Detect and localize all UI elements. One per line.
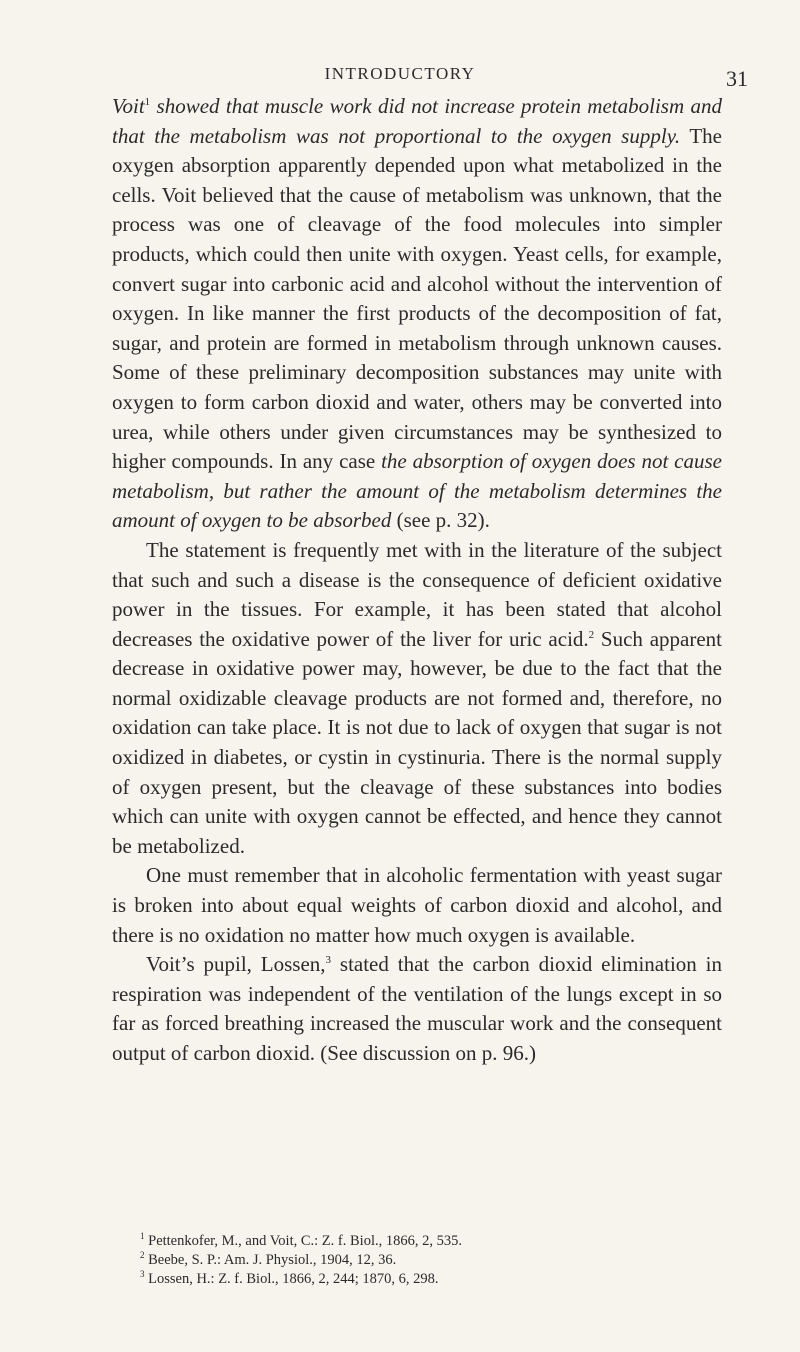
body-text <box>112 92 722 1069</box>
footnote-ref: 3 <box>325 954 332 967</box>
footnote-mark: 2 <box>140 1250 145 1261</box>
text-run: stated that the carbon dioxid elimination in respiration was independent of the ventilation of the lungs except in so far as forced breathing increased the muscular work and the consequent output of carbon dioxid. (See discussion on p. 96.) <box>112 952 722 1065</box>
italic-text: showed that muscle work did not increase protein metabolism and that the metabolism was not proportional to the oxygen supply. <box>112 94 722 148</box>
paragraph-1 <box>112 92 722 536</box>
text-run: One must remember that in alcoholic fermentation with yeast sugar is broken into about equal weights of carbon dioxid and alcohol, and there is no oxidation no matter how much oxygen is available. <box>112 863 722 947</box>
footnote-3 <box>140 1270 730 1289</box>
running-header: INTRODUCTORY <box>324 64 476 83</box>
page-number: 31 <box>726 66 748 91</box>
text-run: The oxygen absorption apparently depended upon what metabolized in the cells. Voit believed that the cause of metabolism was unknown, that the process was one of cleavage of the food molecules into simpler products, which could then unite with oxygen. Yeast cells, for example, convert sugar into carbonic acid and alcohol without the intervention of oxygen. In like manner the first products of the decomposition of fat, sugar, and protein are formed in metabolism through unknown causes. Some of these preliminary decomposition substances may unite with oxygen to form carbon dioxid and water, others may be converted into urea, while others under given circumstances may be synthesized to higher compounds. In any case <box>112 123 722 474</box>
text-run: Such apparent decrease in oxidative power may, however, be due to the fact that the normal oxidizable cleavage products are not formed and, therefore, no oxidation can take place. It is not due to lack of oxygen that sugar is not oxidized in diabetes, or cystin in cystinuria. There is the normal supply of oxygen present, but the cleavage of these substances into bodies which can unite with oxygen cannot be effected, and hence they cannot be metabolized. <box>112 626 722 858</box>
footnote-mark: 3 <box>140 1269 145 1280</box>
footnote-text: Lossen, H.: Z. f. Biol., 1866, 2, 244; 1870, 6, 298. <box>148 1271 439 1287</box>
italic-text: the absorption of oxygen does not cause metabolism, but rather the amount of the metabolism determines the amount of oxygen to be absorbed <box>112 449 722 533</box>
footnote-text: Beebe, S. P.: Am. J. Physiol., 1904, 12, 36. <box>148 1252 397 1268</box>
footnotes <box>140 1232 730 1289</box>
footnote-1 <box>140 1232 730 1251</box>
paragraph-3 <box>112 861 722 950</box>
footnote-ref: 1 <box>144 96 151 108</box>
paragraph-4 <box>112 950 722 1068</box>
text-run: (see p. 32). <box>391 508 490 533</box>
footnote-mark: 1 <box>140 1231 145 1242</box>
paragraph-2 <box>112 536 722 862</box>
italic-text: Voit <box>112 94 145 118</box>
footnote-2 <box>140 1251 730 1270</box>
footnote-text: Pettenkofer, M., and Voit, C.: Z. f. Biol., 1866, 2, 535. <box>148 1233 462 1249</box>
text-run: Voit’s pupil, Lossen, <box>146 952 326 977</box>
text-run: The statement is frequently met with in the literature of the subject that such and such a disease is the consequence of deficient oxidative power in the tissues. For example, it has been stated that alcohol decreases the oxidative power of the liver for uric acid. <box>112 537 722 651</box>
footnote-ref: 2 <box>588 628 595 641</box>
